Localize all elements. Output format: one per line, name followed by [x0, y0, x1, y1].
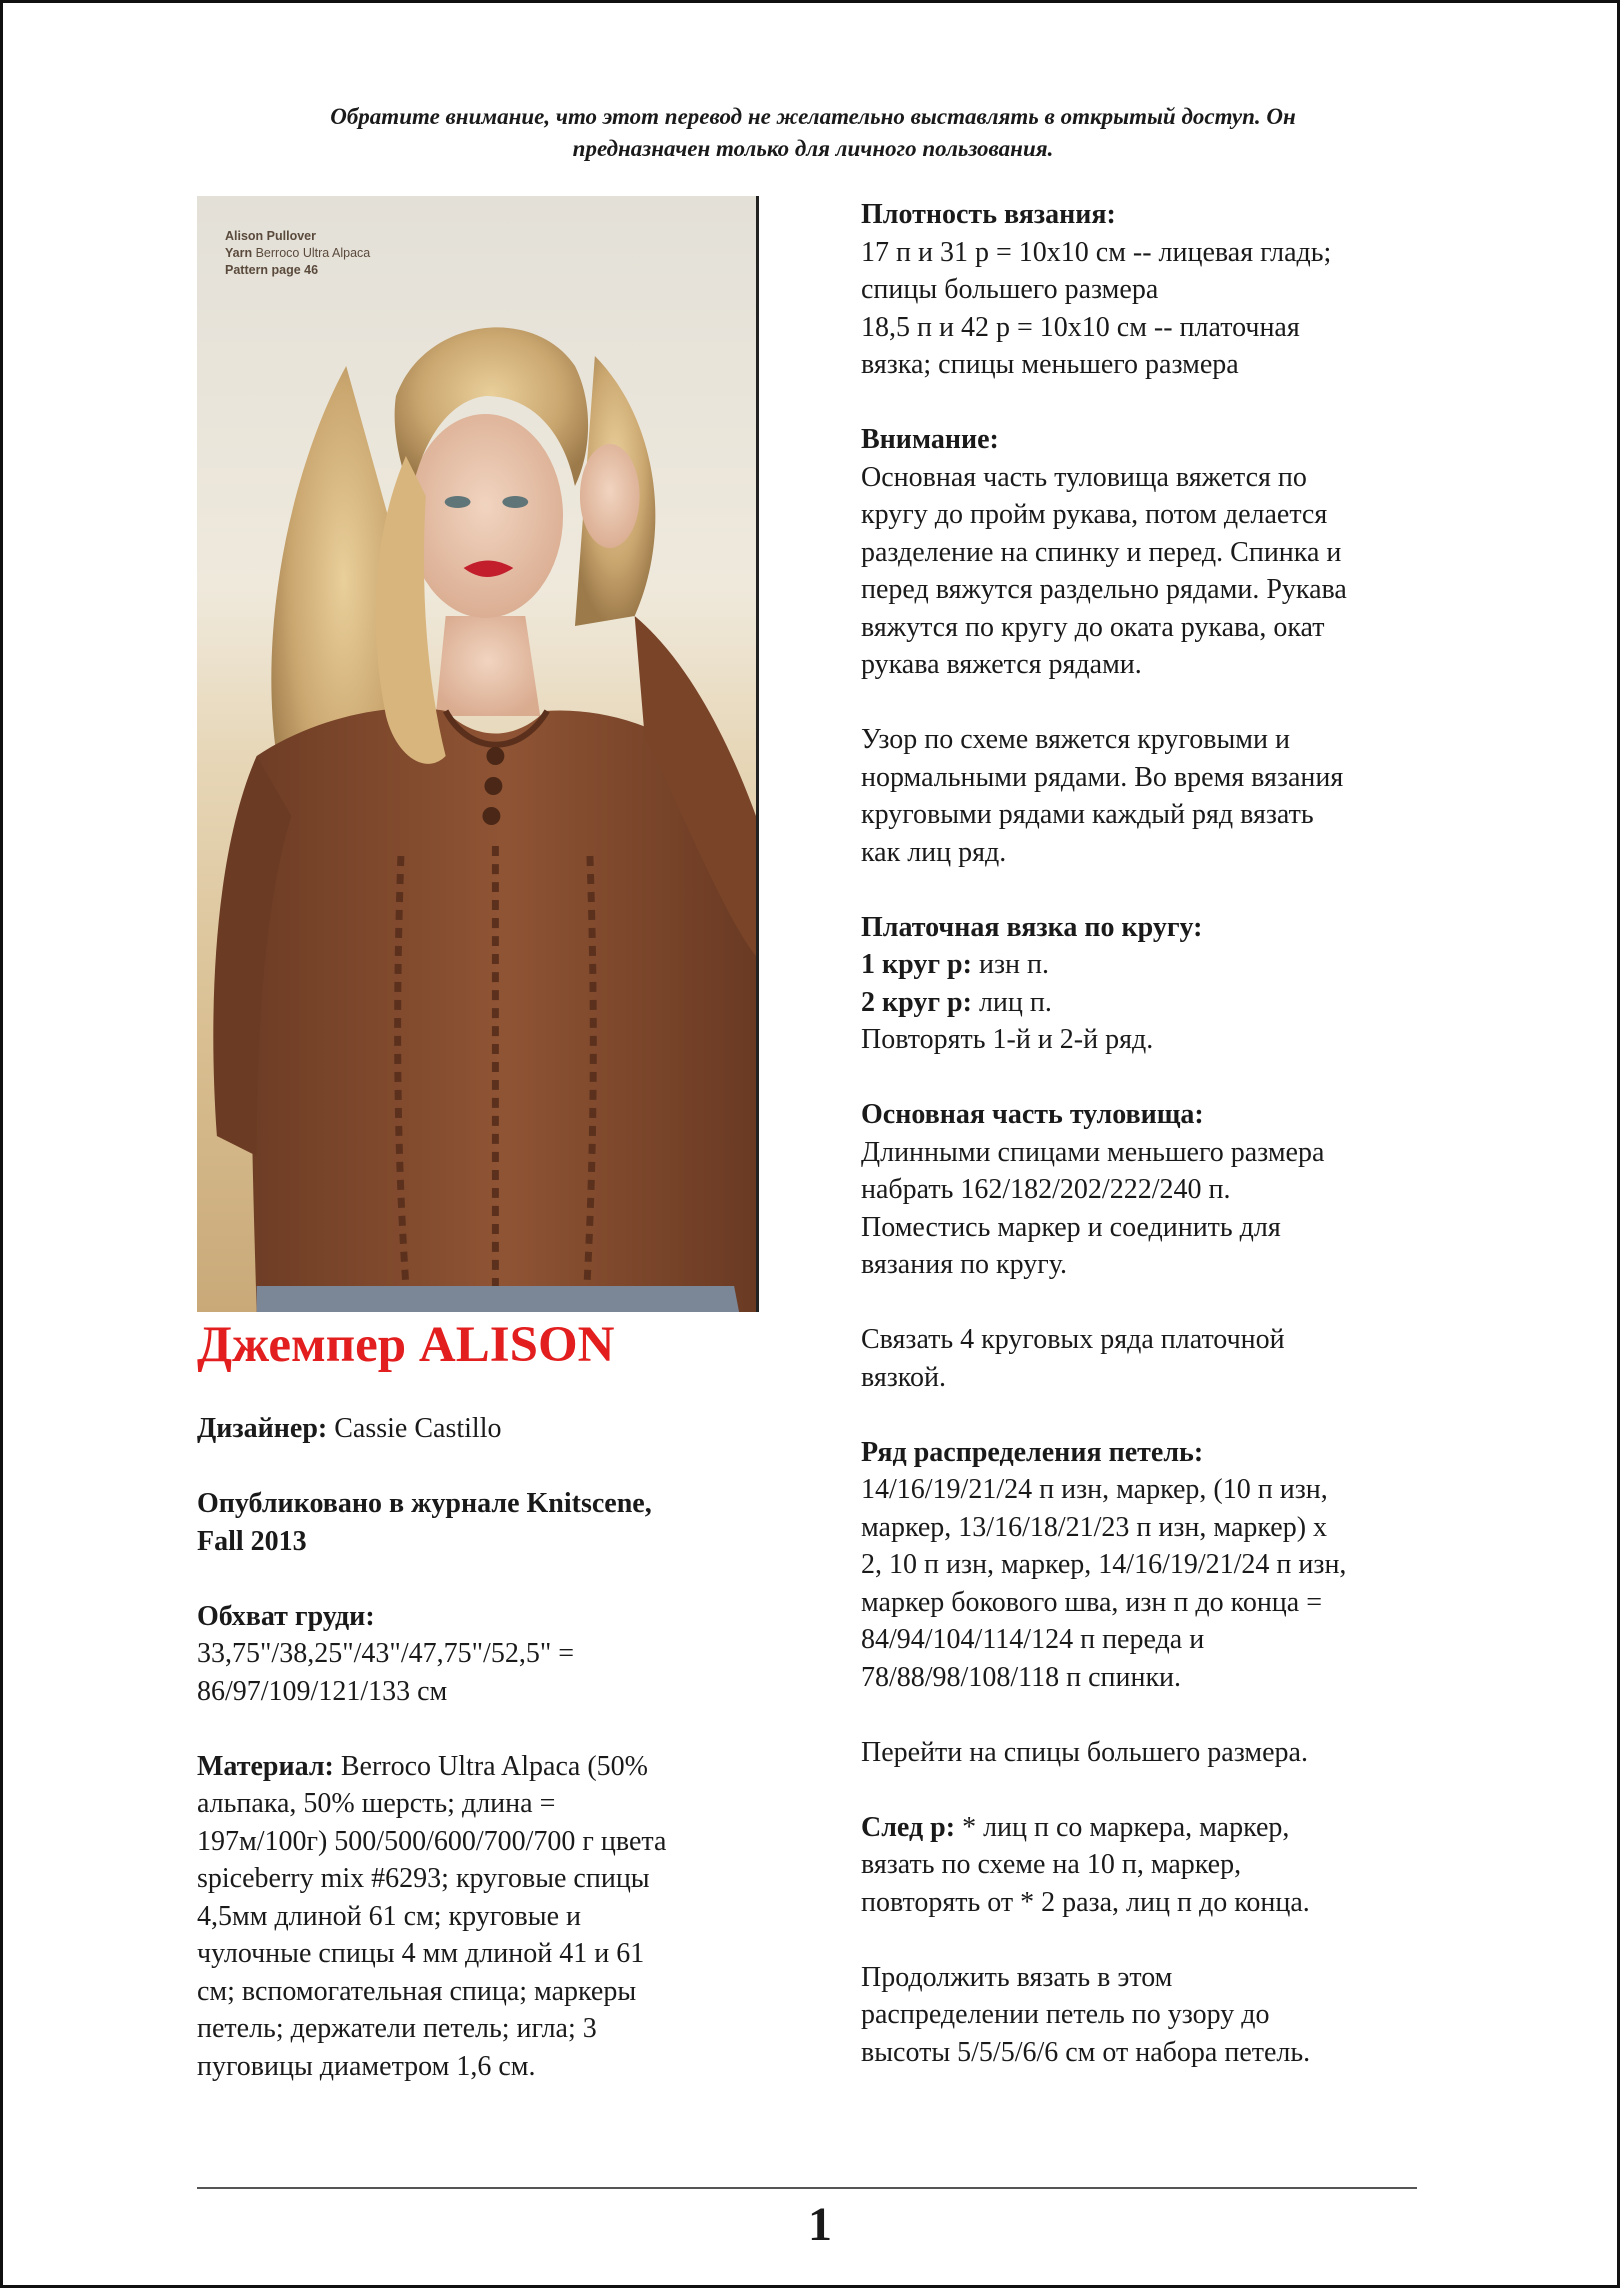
photo-caption-yarn-value: Berroco Ultra Alpaca — [255, 246, 371, 260]
model-photo — [197, 196, 759, 1312]
bust-line-1: 33,75"/38,25"/43"/47,75"/52,5" = — [197, 1638, 575, 1669]
garter-rounds-section — [861, 1321, 1581, 1396]
material-line-9: пуговицы диаметром 1,6 см. — [197, 2050, 536, 2082]
continue-section — [861, 1959, 1581, 2072]
continue-line-1: Продолжить вязать в этом — [861, 1961, 1173, 1993]
body-line-4: вязания по кругу. — [861, 1249, 1067, 1280]
gauge-label: Плотность вязания: — [861, 199, 1116, 230]
attention-line-5: вяжутся по кругу до оката рукава, окат — [861, 611, 1325, 643]
bust-line-2: 86/97/109/121/133 см — [197, 1675, 448, 1707]
gauge-line-1: 17 п и 31 р = 10х10 см -- лицевая гладь; — [861, 236, 1332, 268]
next-row-line-1: * лиц п со маркера, маркер, — [962, 1811, 1290, 1843]
continue-line-2: распределении петель по узору до — [861, 1999, 1270, 2030]
switch-needles-text: Перейти на спицы большего размера. — [861, 1736, 1308, 1768]
attention-line-2: кругу до пройм рукава, потом делается — [861, 499, 1328, 530]
body-label: Основная часть туловища: — [861, 1099, 1204, 1130]
attention-label: Внимание: — [861, 424, 999, 455]
garter-rounds-line-1: Связать 4 круговых ряда платочной — [861, 1324, 1285, 1355]
attention-line-1: Основная часть туловища вяжется по — [861, 461, 1307, 493]
continue-line-3: высоты 5/5/5/6/6 см от набора петель. — [861, 2036, 1311, 2068]
chart-note-section — [861, 721, 1581, 871]
material-line-3: 197м/100г) 500/500/600/700/700 г цвета — [197, 1825, 667, 1857]
garter-section — [861, 909, 1581, 1059]
published-line-1: Опубликовано в журнале Knitscene, — [197, 1488, 652, 1519]
attention-line-6: рукава вяжется рядами. — [861, 649, 1142, 680]
photo-caption-page: Pattern page 46 — [225, 263, 319, 277]
published-line-2: Fall 2013 — [197, 1525, 307, 1557]
privacy-notice — [203, 101, 1423, 165]
next-row-line-2: вязать по схеме на 10 п, маркер, — [861, 1849, 1242, 1880]
next-row-line-3: повторять от * 2 раза, лиц п до конца. — [861, 1886, 1310, 1918]
material-label: Материал: — [197, 1750, 334, 1782]
gauge-line-2: спицы большего размера — [861, 274, 1159, 305]
gauge-line-3: 18,5 п и 42 р = 10х10 см -- платочная — [861, 311, 1300, 343]
chart-note-line-4: как лиц ряд. — [861, 836, 1007, 868]
page-number: 1 — [808, 2198, 832, 2251]
next-row-label: След р: — [861, 1811, 956, 1843]
material-section — [197, 1748, 797, 2086]
photo-illustration — [197, 196, 756, 1312]
setup-label: Ряд распределения петель: — [861, 1436, 1204, 1468]
material-line-2: альпака, 50% шерсть; длина = — [197, 1788, 556, 1819]
pattern-title: Джемпер ALISON — [197, 1317, 615, 1373]
switch-needles-section — [861, 1734, 1581, 1772]
next-row-section — [861, 1809, 1581, 1922]
right-column — [861, 196, 1581, 2109]
body-line-1: Длинными спицами меньшего размера — [861, 1136, 1325, 1168]
chart-note-line-3: круговыми рядами каждый ряд вязать — [861, 799, 1314, 830]
left-column — [197, 1410, 797, 2123]
setup-line-4: маркер бокового шва, изн п до конца = — [861, 1586, 1323, 1618]
gauge-line-4: вязка; спицы меньшего размера — [861, 349, 1239, 380]
garter-rounds-line-2: вязкой. — [861, 1361, 946, 1393]
attention-line-3: разделение на спинку и перед. Спинка и — [861, 536, 1342, 568]
photo-caption — [225, 228, 370, 279]
body-line-3: Поместись маркер и соединить для — [861, 1211, 1281, 1243]
garter-round-2-label: 2 круг р: — [861, 986, 972, 1018]
designer-section — [197, 1410, 797, 1448]
notice-line-2: предназначен только для личного пользования. — [572, 136, 1054, 161]
material-line-6: чулочные спицы 4 мм длиной 41 и 61 — [197, 1938, 645, 1969]
chart-note-line-1: Узор по схеме вяжется круговыми и — [861, 724, 1290, 755]
bust-label: Обхват груди: — [197, 1600, 375, 1632]
setup-section — [861, 1434, 1581, 1697]
setup-line-5: 84/94/104/114/124 п переда и — [861, 1624, 1205, 1655]
setup-line-1: 14/16/19/21/24 п изн, маркер, (10 п изн, — [861, 1474, 1328, 1505]
body-section — [861, 1096, 1581, 1284]
material-line-4: spiceberry mix #6293; круговые спицы — [197, 1863, 650, 1894]
garter-round-1-value: изн п. — [978, 949, 1049, 980]
setup-line-3: 2, 10 п изн, маркер, 14/16/19/21/24 п изн, — [861, 1549, 1347, 1580]
photo-caption-name: Alison Pullover — [225, 229, 316, 243]
garter-label: Платочная вязка по кругу: — [861, 911, 1203, 943]
material-line-8: петель; держатели петель; игла; 3 — [197, 2013, 597, 2044]
material-line-5: 4,5мм длиной 61 см; круговые и — [197, 1900, 582, 1932]
photo-caption-yarn-label: Yarn — [225, 246, 253, 260]
gauge-section — [861, 196, 1581, 384]
published-section — [197, 1485, 797, 1560]
material-line-1: Berroco Ultra Alpaca (50% — [340, 1750, 648, 1782]
bust-section — [197, 1598, 797, 1711]
chart-note-line-2: нормальными рядами. Во время вязания — [861, 761, 1344, 793]
garter-round-1-label: 1 круг р: — [861, 949, 972, 980]
setup-line-2: маркер, 13/16/18/21/23 п изн, маркер) х — [861, 1511, 1328, 1543]
notice-line-1: Обратите внимание, что этот перевод не желательно выставлять в открытый доступ. Он — [330, 104, 1296, 129]
garter-line-3: Повторять 1-й и 2-й ряд. — [861, 1024, 1154, 1055]
designer-label: Дизайнер: — [197, 1413, 328, 1444]
attention-section — [861, 421, 1581, 684]
setup-line-6: 78/88/98/108/118 п спинки. — [861, 1661, 1182, 1693]
footer-divider — [197, 2187, 1417, 2189]
body-line-2: набрать 162/182/202/222/240 п. — [861, 1174, 1231, 1205]
designer-name: Cassie Castillo — [334, 1413, 502, 1444]
material-line-7: см; вспомогательная спица; маркеры — [197, 1975, 637, 2007]
garter-round-2-value: лиц п. — [978, 986, 1052, 1018]
attention-line-4: перед вяжутся раздельно рядами. Рукава — [861, 574, 1347, 605]
